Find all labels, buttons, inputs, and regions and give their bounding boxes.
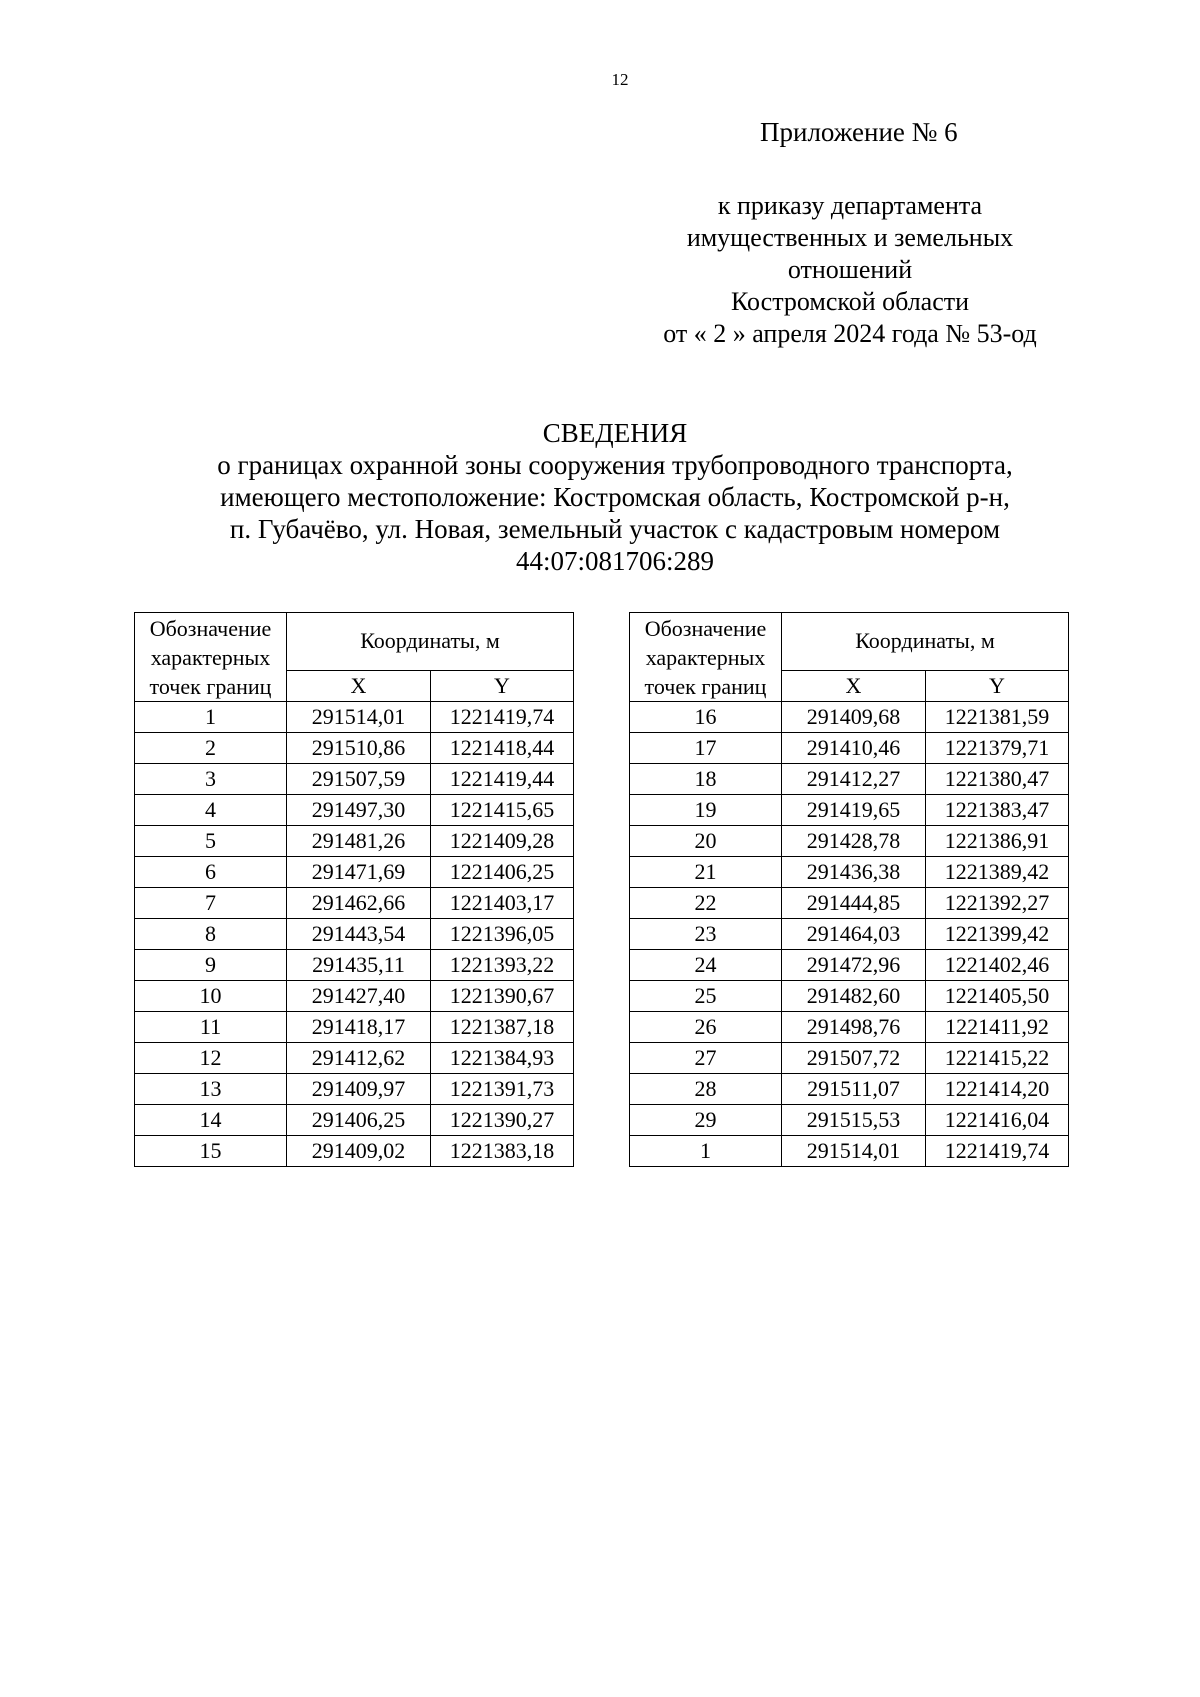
coordinate-x: 291507,59	[287, 764, 431, 795]
coordinate-x: 291436,38	[782, 857, 926, 888]
coordinate-y: 1221419,74	[926, 1136, 1069, 1167]
heading-line: о границах охранной зоны сооружения трубопроводного транспорта,	[217, 450, 1013, 480]
point-number: 10	[135, 981, 287, 1012]
point-number: 22	[630, 888, 782, 919]
table-row	[630, 733, 1069, 764]
coordinate-x: 291497,30	[287, 795, 431, 826]
table-row	[135, 1136, 574, 1167]
coordinate-x: 291482,60	[782, 981, 926, 1012]
table-row	[135, 702, 574, 733]
document-heading	[130, 417, 1100, 577]
table-row	[630, 1136, 1069, 1167]
point-number: 2	[135, 733, 287, 764]
coordinate-x: 291515,53	[782, 1105, 926, 1136]
coordinate-y: 1221381,59	[926, 702, 1069, 733]
table-row	[135, 1012, 574, 1043]
table-row	[630, 764, 1069, 795]
coordinate-y: 1221389,42	[926, 857, 1069, 888]
coordinates-table-left	[134, 612, 574, 1167]
order-line: к приказу департамента	[717, 191, 983, 220]
coordinate-y: 1221415,65	[431, 795, 574, 826]
header-point-line: точек границ	[149, 673, 272, 699]
point-number: 14	[135, 1105, 287, 1136]
table-row	[135, 888, 574, 919]
table-row	[630, 1074, 1069, 1105]
coordinate-x: 291514,01	[287, 702, 431, 733]
table-row	[135, 826, 574, 857]
coordinate-y: 1221390,67	[431, 981, 574, 1012]
coordinate-x: 291514,01	[782, 1136, 926, 1167]
coordinate-y: 1221384,93	[431, 1043, 574, 1074]
coordinate-y: 1221416,04	[926, 1105, 1069, 1136]
point-number: 6	[135, 857, 287, 888]
point-number: 19	[630, 795, 782, 826]
point-number: 3	[135, 764, 287, 795]
point-number: 23	[630, 919, 782, 950]
coordinate-y: 1221411,92	[926, 1012, 1069, 1043]
point-number: 25	[630, 981, 782, 1012]
coordinate-x: 291435,11	[287, 950, 431, 981]
coordinate-x: 291427,40	[287, 981, 431, 1012]
coordinate-x: 291471,69	[287, 857, 431, 888]
page-number: 12	[611, 70, 629, 89]
point-number: 17	[630, 733, 782, 764]
coordinate-y: 1221383,18	[431, 1136, 574, 1167]
heading-line: имеющего местоположение: Костромская область, Костромской р-н,	[220, 482, 1010, 512]
table-row	[135, 1105, 574, 1136]
coordinate-x: 291428,78	[782, 826, 926, 857]
coordinate-x: 291481,26	[287, 826, 431, 857]
order-line: имущественных и земельных	[686, 223, 1014, 252]
coordinate-y: 1221393,22	[431, 950, 574, 981]
appendix-title: Приложение № 6	[760, 117, 958, 147]
point-number: 27	[630, 1043, 782, 1074]
coordinate-y: 1221391,73	[431, 1074, 574, 1105]
point-number: 21	[630, 857, 782, 888]
coordinate-y: 1221402,46	[926, 950, 1069, 981]
point-number: 8	[135, 919, 287, 950]
coordinate-y: 1221383,47	[926, 795, 1069, 826]
coordinate-x: 291406,25	[287, 1105, 431, 1136]
point-number: 5	[135, 826, 287, 857]
coordinate-y: 1221419,44	[431, 764, 574, 795]
coordinate-y: 1221419,74	[431, 702, 574, 733]
coordinate-x: 291507,72	[782, 1043, 926, 1074]
table-row	[630, 795, 1069, 826]
coordinate-x: 291410,46	[782, 733, 926, 764]
table-row	[135, 981, 574, 1012]
coordinate-x: 291498,76	[782, 1012, 926, 1043]
point-number: 4	[135, 795, 287, 826]
table-row	[630, 826, 1069, 857]
order-reference	[640, 190, 1060, 350]
table-row	[630, 981, 1069, 1012]
header-coordinates: Координаты, м	[287, 613, 574, 671]
order-line: от « 2 » апреля 2024 года № 53-од	[663, 319, 1037, 348]
coordinate-y: 1221406,25	[431, 857, 574, 888]
table-row	[630, 1105, 1069, 1136]
heading-line: п. Губачёво, ул. Новая, земельный участок с кадастровым номером	[229, 514, 1001, 544]
point-number: 1	[135, 702, 287, 733]
point-number: 18	[630, 764, 782, 795]
coordinate-y: 1221380,47	[926, 764, 1069, 795]
coordinate-y: 1221409,28	[431, 826, 574, 857]
header-x: X	[287, 670, 431, 701]
coordinate-x: 291412,62	[287, 1043, 431, 1074]
table-row	[630, 857, 1069, 888]
coordinate-y: 1221386,91	[926, 826, 1069, 857]
coordinate-x: 291409,97	[287, 1074, 431, 1105]
coordinate-y: 1221414,20	[926, 1074, 1069, 1105]
heading-line: 44:07:081706:289	[515, 546, 714, 576]
coordinate-y: 1221405,50	[926, 981, 1069, 1012]
point-number: 12	[135, 1043, 287, 1074]
header-point-label	[135, 613, 287, 702]
table-row	[630, 1043, 1069, 1074]
header-y: Y	[926, 670, 1069, 701]
coordinate-x: 291464,03	[782, 919, 926, 950]
table-row	[630, 1012, 1069, 1043]
coordinate-y: 1221387,18	[431, 1012, 574, 1043]
coordinate-y: 1221396,05	[431, 919, 574, 950]
header-point-line: характерных	[150, 644, 271, 670]
heading-title: СВЕДЕНИЯ	[542, 418, 688, 448]
coordinate-x: 291462,66	[287, 888, 431, 919]
coordinate-x: 291444,85	[782, 888, 926, 919]
order-line: отношений	[787, 255, 913, 284]
point-number: 9	[135, 950, 287, 981]
header-x: X	[782, 670, 926, 701]
coordinate-x: 291419,65	[782, 795, 926, 826]
table-row	[630, 950, 1069, 981]
point-number: 28	[630, 1074, 782, 1105]
point-number: 7	[135, 888, 287, 919]
table-row	[135, 1074, 574, 1105]
table-row	[135, 919, 574, 950]
coordinate-x: 291418,17	[287, 1012, 431, 1043]
header-y: Y	[431, 670, 574, 701]
header-coordinates: Координаты, м	[782, 613, 1069, 671]
table-row	[135, 733, 574, 764]
coordinate-y: 1221390,27	[431, 1105, 574, 1136]
coordinate-y: 1221399,42	[926, 919, 1069, 950]
point-number: 15	[135, 1136, 287, 1167]
table-row	[135, 857, 574, 888]
table-row	[630, 702, 1069, 733]
point-number: 16	[630, 702, 782, 733]
point-number: 26	[630, 1012, 782, 1043]
table-row	[135, 764, 574, 795]
point-number: 20	[630, 826, 782, 857]
point-number: 13	[135, 1074, 287, 1105]
coordinate-y: 1221403,17	[431, 888, 574, 919]
coordinate-y: 1221418,44	[431, 733, 574, 764]
point-number: 11	[135, 1012, 287, 1043]
coordinate-x: 291443,54	[287, 919, 431, 950]
point-number: 1	[630, 1136, 782, 1167]
table-row	[630, 919, 1069, 950]
order-line: Костромской области	[730, 287, 970, 316]
header-point-label	[630, 613, 782, 702]
coordinate-y: 1221392,27	[926, 888, 1069, 919]
header-point-line: Обозначение	[644, 615, 767, 641]
table-row	[630, 888, 1069, 919]
coordinate-x: 291412,27	[782, 764, 926, 795]
coordinate-x: 291510,86	[287, 733, 431, 764]
table-row	[135, 1043, 574, 1074]
header-point-line: точек границ	[644, 673, 767, 699]
coordinate-x: 291472,96	[782, 950, 926, 981]
coordinate-y: 1221379,71	[926, 733, 1069, 764]
coordinate-x: 291409,68	[782, 702, 926, 733]
header-point-line: Обозначение	[149, 615, 272, 641]
table-row	[135, 795, 574, 826]
coordinates-table-right	[629, 612, 1069, 1167]
point-number: 29	[630, 1105, 782, 1136]
point-number: 24	[630, 950, 782, 981]
header-point-line: характерных	[645, 644, 766, 670]
coordinate-y: 1221415,22	[926, 1043, 1069, 1074]
coordinate-x: 291511,07	[782, 1074, 926, 1105]
coordinate-x: 291409,02	[287, 1136, 431, 1167]
table-row	[135, 950, 574, 981]
